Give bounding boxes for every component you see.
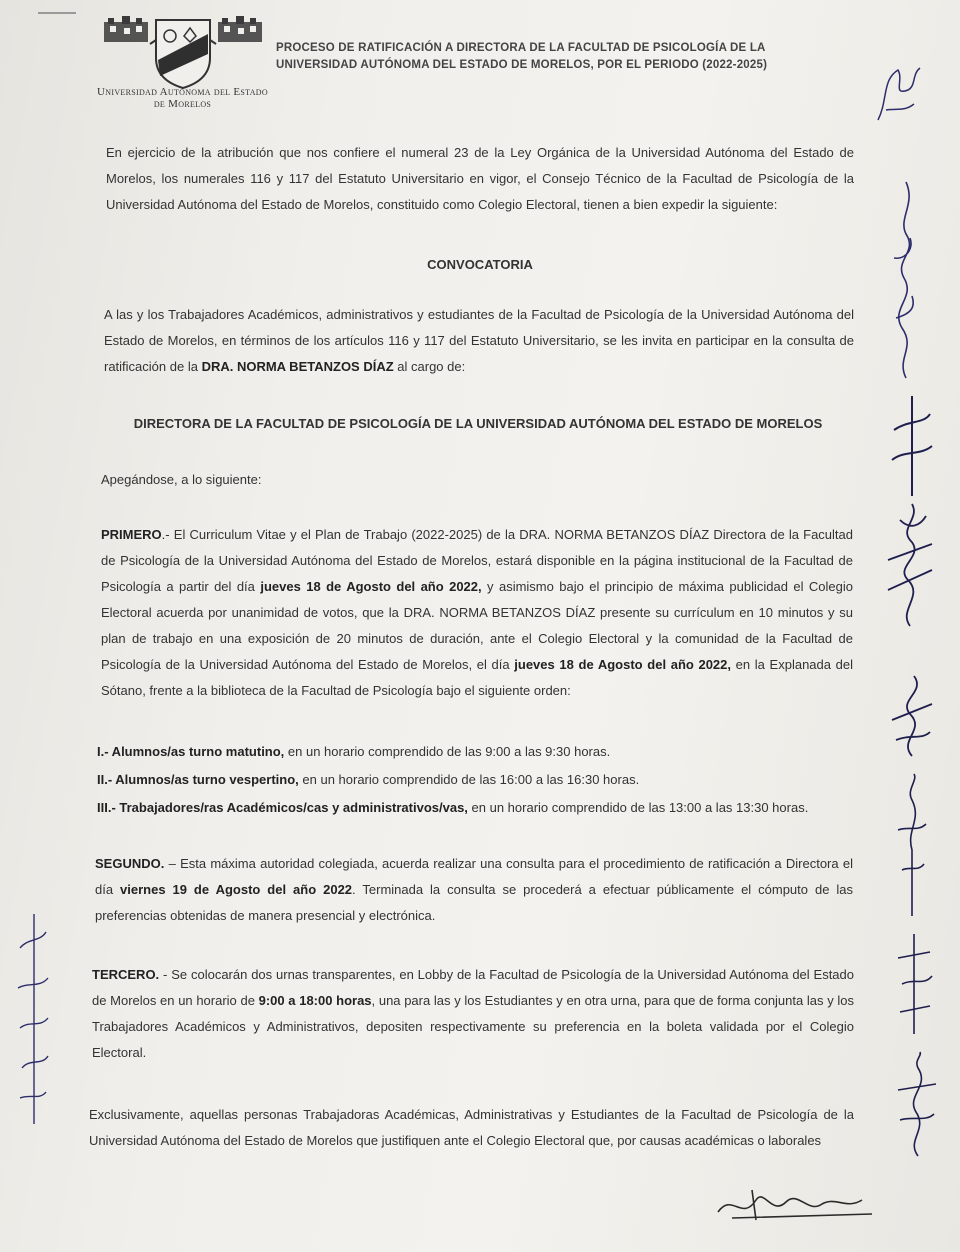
apegandose-line: Apegándose, a lo siguiente:	[101, 472, 262, 487]
primero-label: PRIMERO	[101, 527, 162, 542]
signature-right-6	[892, 928, 936, 1038]
primero-text-2: y asimismo bajo el principio de máxima publicidad el Colegio Electoral acuerda por unanimidad de votos, que la DRA. NORMA BETANZOS DÍAZ presente su currículum en 10 minutos y su plan de trabajo en una exposición de 20 minutos de duración, ante el Colegio Electoral y la comunidad de la Facultad de Psicología de la Universidad Autónoma del Estado de Morelos, el día	[101, 579, 853, 672]
schedule-item-3-text: en un horario comprendido de las 13:00 a las 13:30 horas.	[467, 800, 809, 815]
schedule-item-1-text: en un horario comprendido de las 9:00 a las 9:30 horas.	[284, 744, 611, 759]
schedule-item-1	[97, 744, 610, 759]
tercero-label: TERCERO.	[92, 967, 160, 982]
primero-text-1: .- El Curriculum Vitae y el Plan de Trabajo (2022-2025) de la DRA. NORMA BETANZOS DÍAZ Directora de la Facultad de Psicología de la Universidad Autónoma del Estado de Morelos, estará disponible en la página institucional de la Facultad de Psicología a partir del día	[101, 527, 853, 594]
schedule-item-2	[97, 772, 639, 787]
primero-date-2: jueves 18 de Agosto del año 2022,	[514, 657, 732, 672]
segundo-label: SEGUNDO.	[95, 856, 165, 871]
segundo-date: viernes 19 de Agosto del año 2022	[120, 882, 353, 897]
exclusivamente-paragraph: Exclusivamente, aquellas personas Trabajadoras Académicas, Administrativas y Estudiantes de la Facultad de Psicología de la Universidad Autónoma del Estado de Morelos que justifiquen ante el Colegio Electoral que, por causas académicas o laborales	[89, 1107, 854, 1148]
signature-left	[10, 908, 56, 1128]
edge-mark	[38, 12, 76, 14]
invitation-paragraph	[104, 302, 854, 380]
tercero-text-2: , una para las y los Estudiantes y en otra urna, para que de forma conjunta las y los Trabajadores Académicos y Administrativos, depositen respectivamente su preferencia en la boleta validada por el Colegio Electoral.	[92, 993, 855, 1060]
signature-right-2	[884, 390, 940, 500]
intro-paragraph: En ejercicio de la atribución que nos confiere el numeral 23 de la Ley Orgánica de la Universidad Autónoma del Estado de Morelos, los numerales 116 y 117 del Estatuto Universitario en vigor, el Consejo Técnico de la Facultad de Psicología de la Universidad Autónoma del Estado de Morelos, constituido como Colegio Electoral, tienen a bien expedir la siguiente:	[106, 145, 854, 212]
invitation-tail: al cargo de:	[393, 359, 466, 374]
tercero-hours: 9:00 a 18:00 horas	[258, 993, 372, 1008]
signature-right-3	[880, 500, 940, 630]
signature-top-right	[868, 60, 928, 130]
primero-date-1: jueves 18 de Agosto del año 2022,	[260, 579, 482, 594]
convocatoria-title: CONVOCATORIA	[427, 257, 533, 272]
signature-right-1	[876, 168, 932, 388]
invitation-text: A las y los Trabajadores Académicos, administrativos y estudiantes de la Facultad de Psicología de la Universidad Autónoma del Estado de Morelos, en términos de los artículos 116 y 117 del Estatuto Universitario, se les invita en participar en la consulta de ratificación de la	[104, 307, 854, 374]
signature-right-5	[888, 770, 934, 920]
tercero-paragraph	[92, 962, 854, 1066]
signature-bottom	[712, 1182, 882, 1226]
university-name: Universidad Autónoma del Estado de Morelos	[97, 86, 268, 110]
signature-right-7	[892, 1050, 942, 1160]
schedule-item-2-text: en un horario comprendido de las 16:00 a las 16:30 horas.	[298, 772, 640, 787]
primero-text-3: en la Explanada del Sótano, frente a la biblioteca de la Facultad de Psicología bajo el siguiente orden:	[101, 657, 853, 698]
primero-paragraph	[101, 522, 853, 704]
segundo-paragraph	[95, 851, 853, 929]
signature-right-4	[886, 670, 938, 760]
header-title-line-2: UNIVERSIDAD AUTÓNOMA DEL ESTADO DE MORELOS, POR EL PERIODO (2022-2025)	[276, 59, 768, 71]
position-title: DIRECTORA DE LA FACULTAD DE PSICOLOGÍA DE LA UNIVERSIDAD AUTÓNOMA DEL ESTADO DE MORELOS	[133, 416, 823, 431]
header-title-line-1: PROCESO DE RATIFICACIÓN A DIRECTORA DE LA FACULTAD DE PSICOLOGÍA DE LA	[276, 42, 766, 54]
segundo-text-2: . Terminada la consulta se procederá a efectuar públicamente el cómputo de las preferencias obtenidas de manera presencial y electrónica.	[95, 882, 853, 923]
candidate-name: DRA. NORMA BETANZOS DÍAZ	[201, 359, 394, 374]
schedule-item-3-label: III.- Trabajadores/ras Académicos/cas y administrativos/vas,	[97, 800, 468, 815]
schedule-item-1-label: I.- Alumnos/as turno matutino,	[97, 744, 285, 759]
schedule-item-3	[97, 800, 808, 815]
tercero-text-1: - Se colocarán dos urnas transparentes, en Lobby de la Facultad de Psicología de la Universidad Autónoma del Estado de Morelos en un horario de	[92, 967, 854, 1008]
schedule-item-2-label: II.- Alumnos/as turno vespertino,	[97, 772, 299, 787]
document-header-title	[276, 40, 816, 74]
segundo-text-1: – Esta máxima autoridad colegiada, acuerda realizar una consulta para el procedimiento de ratificación a Directora el día	[95, 856, 853, 897]
